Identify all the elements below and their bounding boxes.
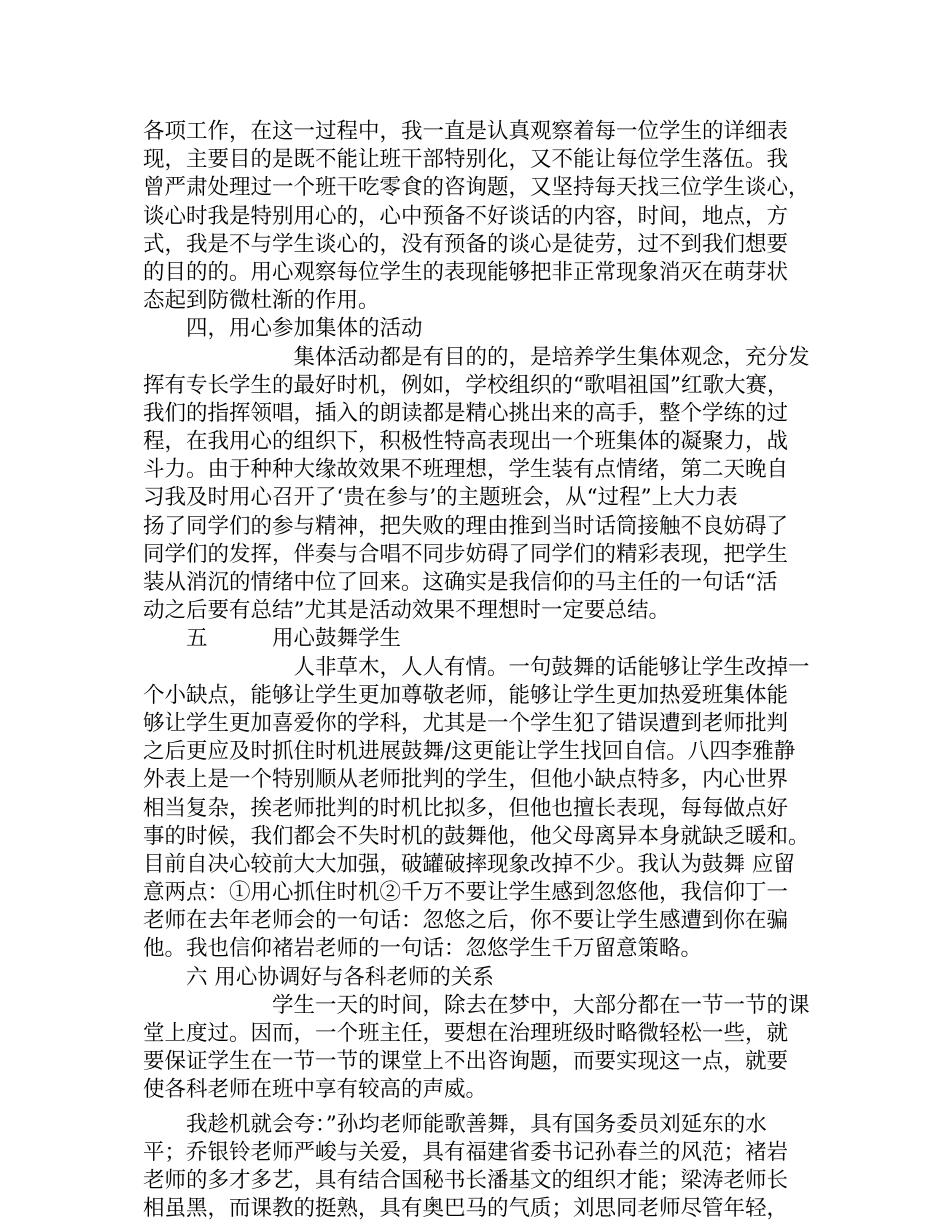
text-line: 使各科老师在班中享有较高的声威。	[143, 1077, 488, 1103]
text-line: 相当复杂，挨老师批判的时机比拟多，但他也擅长表现，每每做点好	[143, 795, 789, 821]
text-line: 我趁机就会夸：”孙均老师能歌善舞，具有国务委员刘延东的水	[143, 1111, 767, 1137]
text-line: 他。我也信仰褚岩老师的一句话：忽悠学生千万留意策略。	[143, 936, 703, 962]
text-line: 装从消沉的情绪中位了回来。这确实是我信仰的马主任的一句话“活	[143, 570, 778, 595]
text-line: 态起到防微杜渐的作用。	[143, 288, 380, 314]
text-line: 式，我是不与学生谈心的，没有预备的谈心是徒劳，过不到我们想要	[143, 231, 789, 257]
text-line: 我们的指挥领唱，插入的朗读都是精心挑出来的高手，整个学练的过	[143, 400, 789, 426]
text-line: 学生一天的时间，除去在梦中，大部分都在一节一节的课	[143, 992, 810, 1018]
section-heading: 五 用心鼓舞学生	[143, 626, 402, 652]
section-heading: 六 用心协调好与各科老师的关系	[143, 964, 494, 990]
text-line: 人非草木，人人有情。一句鼓舞的话能够让学生改掉一	[143, 654, 810, 680]
text-line: 个小缺点，能够让学生更加尊敬老师，能够让学生更加热爱班集体能	[143, 682, 789, 708]
text-line: 堂上度过。因而，一个班主任，要想在治理班级时略微轻松一些，就	[143, 1021, 789, 1046]
text-line: 老师的多才多艺，具有结合国秘书长潘基文的组织才能；梁涛老师长	[143, 1167, 789, 1193]
text-line: 目前自决心较前大大加强，破罐破摔现象改掉不少。我认为鼓舞 应留	[143, 851, 795, 877]
text-line: 现，主要目的是既不能让班干部特别化，又不能让每位学生落伍。我	[143, 147, 789, 173]
text-line: 斗力。由于种种大缘故效果不班理想，学生装有点情绪，第二天晚自	[143, 457, 789, 483]
text-line: 挥有专长学生的最好时机，例如，学校组织的“歌唱祖国”红歌大赛，	[143, 372, 789, 398]
text-line: 之后更应及时抓住时机进展鼓舞/这更能让学生找回自信。八四李雅静	[143, 739, 796, 765]
text-line: 事的时候，我们都会不失时机的鼓舞他，他父母离异本身就缺乏暖和。	[143, 823, 810, 849]
text-line: 动之后要有总结”尤其是活动效果不理想时一定要总结。	[143, 598, 670, 624]
text-line: 各项工作，在这一过程中，我一直是认真观察着每一位学生的详细表	[143, 119, 789, 144]
text-line: 平；乔银铃老师严峻与关爱，具有福建省委书记孙春兰的风范；褚岩	[143, 1139, 789, 1165]
text-line: 外表上是一个特别顺从老师批判的学生，但他小缺点特多，内心世界	[143, 767, 789, 793]
text-line: 老师在去年老师会的一句话：忽悠之后，你不要让学生感遭到你在骗	[143, 908, 789, 934]
text-line: 够让学生更加喜爱你的学科，尤其是一个学生犯了错误遭到老师批判	[143, 710, 789, 736]
section-heading: 四，用心参加集体的活动	[143, 316, 423, 342]
body-text	[143, 118, 823, 1223]
text-line: 同学们的发挥，伴奏与合唱不同步妨碍了同学们的精彩表现，把学生	[143, 541, 789, 567]
text-line: 要保证学生在一节一节的课堂上不出咨询题，而要实现这一点，就要	[143, 1049, 789, 1075]
text-line: 相虽黑，而课教的挺熟，具有奥巴马的气质；刘思同老师尽管年轻，	[143, 1196, 789, 1222]
text-line: 的目的的。用心观察每位学生的表现能够把非正常现象消灭在萌芽状	[143, 259, 789, 285]
text-line: 习我及时用心召开了‘贵在参与’的主题班会，从“过程”上大力表	[143, 485, 738, 511]
text-line: 集体活动都是有目的的，是培养学生集体观念，充分发	[143, 344, 810, 370]
text-line: 扬了同学们的参与精神，把失败的理由推到当时话筒接触不良妨碍了	[143, 513, 789, 539]
text-line: 谈心时我是特别用心的，心中预备不好谈话的内容，时间，地点，方	[143, 203, 789, 229]
text-line: 程，在我用心的组织下，积极性特高表现出一个班集体的凝聚力，战	[143, 429, 789, 455]
text-line: 曾严肃处理过一个班干吃零食的咨询题，又坚持每天找三位学生谈心，	[143, 175, 810, 201]
text-line: 意两点：①用心抓住时机②千万不要让学生感到忽悠他，我信仰丁一	[143, 880, 789, 906]
